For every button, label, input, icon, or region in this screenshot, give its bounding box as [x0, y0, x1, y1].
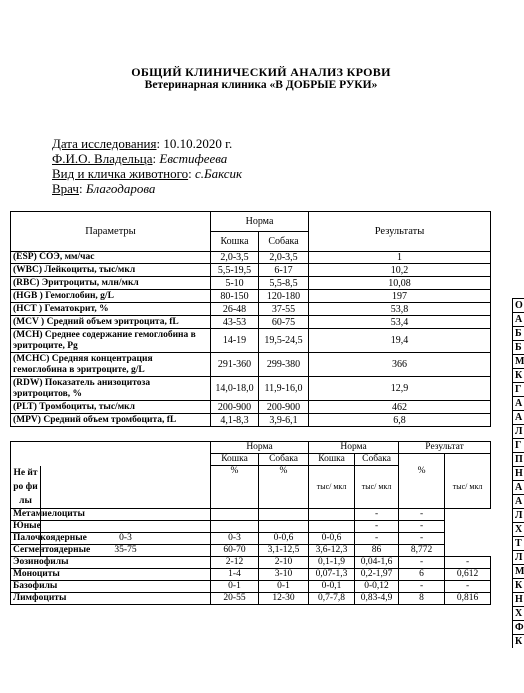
cell-r2: - — [445, 580, 491, 592]
cell-r1: 6 — [399, 568, 445, 580]
leukogram-table-body — [11, 508, 491, 604]
param-name: (ESP) СОЭ, мм/час — [11, 252, 211, 264]
cell-r2: - — [399, 520, 445, 532]
cell-c1: 2-12 — [211, 556, 259, 568]
param-name: (HCT ) Гематокрит, % — [11, 303, 211, 316]
cell-c4: 0,2-1,97 — [355, 568, 399, 580]
param-name: (RDW) Показатель анизоцитоза эритроцитов, % — [11, 377, 211, 401]
dog-header: Собака — [259, 232, 309, 252]
cell-c3 — [259, 520, 309, 532]
result-value: 19,4 — [309, 329, 491, 353]
dog-header: Собака — [355, 454, 399, 466]
result-value: 10,2 — [309, 264, 491, 277]
cell-c3: 3,1-12,5 — [259, 544, 309, 556]
doctor-value: Благодарова — [85, 181, 156, 196]
cat-norm: 80-150 — [211, 290, 259, 303]
dog-norm: 19,5-24,5 — [259, 329, 309, 353]
owner-value: Евстифеева — [159, 151, 228, 166]
date-value: : 10.10.2020 г. — [156, 136, 233, 151]
edge-letter: Г — [512, 382, 524, 396]
cell-c4: 0,04-1,6 — [355, 556, 399, 568]
clinic-subtitle: Ветеринарная клиника «В ДОБРЫЕ РУКИ» — [144, 79, 378, 91]
cell-name: Эозинофилы — [11, 556, 211, 568]
table-row — [11, 556, 491, 568]
cell-c2: 3-10 — [259, 568, 309, 580]
cell-c3: 0-0,1 — [309, 580, 355, 592]
cell-name: Лимфоциты — [11, 592, 211, 604]
result-value: 1 — [309, 252, 491, 264]
cell-r2: 8,772 — [399, 544, 445, 556]
table-row — [11, 544, 491, 556]
leukogram-table — [10, 441, 491, 605]
cat-norm: 4,1-8,3 — [211, 414, 259, 427]
cell-c1 — [41, 520, 211, 532]
dog-norm: 6-17 — [259, 264, 309, 277]
cell-r1: 8 — [399, 592, 445, 604]
cell-c2: 2-10 — [259, 556, 309, 568]
dog-norm: 11,9-16,0 — [259, 377, 309, 401]
cat-norm: 5-10 — [211, 277, 259, 290]
params-header: Параметры — [11, 212, 211, 252]
results-table-body — [11, 252, 491, 427]
cell-c3: 0,7-7,8 — [309, 592, 355, 604]
dog-norm: 37-55 — [259, 303, 309, 316]
cat-header: Кошка — [211, 454, 259, 466]
param-name: (HGB ) Гемоглобин, g/L — [11, 290, 211, 303]
cell-r1: - — [399, 580, 445, 592]
table-row — [11, 532, 491, 544]
dog-norm: 120-180 — [259, 290, 309, 303]
dog-header: Собака — [259, 454, 309, 466]
param-name: (MPV) Средний объем тромбоцита, fL — [11, 414, 211, 427]
table-row — [11, 303, 491, 316]
edge-letter: Ф — [512, 620, 524, 634]
results-header: Результаты — [309, 212, 491, 252]
unit-header: тыс/ мкл — [445, 466, 491, 509]
table-row — [11, 520, 491, 532]
cat-norm: 26-48 — [211, 303, 259, 316]
cell-r1: - — [355, 532, 399, 544]
edge-letter: Л — [512, 508, 524, 522]
edge-letter: К — [512, 578, 524, 592]
document-title: ОБЩИЙ КЛИНИЧЕСКИЙ АНАЛИЗ КРОВИ — [131, 65, 391, 79]
edge-letter: Т — [512, 536, 524, 550]
cell-r1: 86 — [355, 544, 399, 556]
cell-c2: 0-1 — [259, 580, 309, 592]
param-name: (MCHC) Средняя концентрация гемоглобина в эритроците, g/L — [11, 353, 211, 377]
result-value: 6,8 — [309, 414, 491, 427]
table-row — [11, 353, 491, 377]
owner-label: Ф.И.О. Владельца — [52, 151, 153, 166]
norm-abs-header: Норма — [309, 442, 399, 454]
edge-letter: П — [512, 452, 524, 466]
cell-name: Палочкоядерные — [11, 532, 41, 544]
table-row — [11, 316, 491, 329]
param-name: (WBC) Лейкоциты, тыс/мкл — [11, 264, 211, 277]
edge-letter: Н — [512, 466, 524, 480]
doctor-label: Врач — [52, 181, 79, 196]
edge-letter: Х — [512, 522, 524, 536]
table-row — [11, 580, 491, 592]
param-name: (MCH) Среднее содержание гемоглобина в эритроците, Pg — [11, 329, 211, 353]
cat-norm: 5,5-19,5 — [211, 264, 259, 277]
animal-value: с.Баксик — [194, 166, 243, 181]
cell-r1: - — [355, 508, 399, 520]
edge-letter: А — [512, 410, 524, 424]
result-value: 366 — [309, 353, 491, 377]
edge-letter: А — [512, 396, 524, 410]
table-row — [11, 414, 491, 427]
edge-letter: Б — [512, 326, 524, 340]
cell-c2: 60-70 — [211, 544, 259, 556]
result-value: 462 — [309, 401, 491, 414]
result-value: 10,08 — [309, 277, 491, 290]
edge-letter: Н — [512, 592, 524, 606]
cat-norm: 14,0-18,0 — [211, 377, 259, 401]
table-row — [11, 592, 491, 604]
cat-norm: 291-360 — [211, 353, 259, 377]
table-row — [11, 264, 491, 277]
result-header: Результат — [399, 442, 491, 454]
pct-header: % — [211, 466, 259, 509]
animal-line: Вид и кличка животного: с.Баксик — [52, 166, 243, 181]
edge-letter: А — [512, 312, 524, 326]
table-row — [11, 508, 491, 520]
result-value: 12,9 — [309, 377, 491, 401]
pct-header: % — [259, 466, 309, 509]
cell-c2: 0-3 — [211, 532, 259, 544]
dog-norm: 299-380 — [259, 353, 309, 377]
dog-norm: 3,9-6,1 — [259, 414, 309, 427]
cell-c1: 0-3 — [41, 532, 211, 544]
edge-letter: К — [512, 634, 524, 648]
cat-header: Кошка — [309, 454, 355, 466]
owner-line: Ф.И.О. Владельца: Евстифеева — [52, 151, 228, 166]
edge-letter: А — [512, 494, 524, 508]
result-value: 53,4 — [309, 316, 491, 329]
adjacent-page-edge — [512, 298, 524, 648]
animal-label: Вид и кличка животного — [52, 166, 189, 181]
cat-norm: 2,0-3,5 — [211, 252, 259, 264]
cat-norm: 200-900 — [211, 401, 259, 414]
cell-c1: 0-1 — [211, 580, 259, 592]
result-value: 53,8 — [309, 303, 491, 316]
edge-letter: А — [512, 480, 524, 494]
cell-c3: 0,1-1,9 — [309, 556, 355, 568]
cell-r2: - — [399, 508, 445, 520]
pct-header: % — [399, 466, 445, 509]
cell-c4 — [309, 520, 355, 532]
table-row — [11, 252, 491, 264]
neutrophils-label: Не йт ро фи лы — [11, 466, 41, 509]
cell-name: Сегментоядерные — [11, 544, 41, 556]
edge-letter: Б — [512, 340, 524, 354]
edge-letter: Л — [512, 550, 524, 564]
cat-norm: 14-19 — [211, 329, 259, 353]
date-line — [52, 136, 232, 151]
cell-c4: 0,83-4,9 — [355, 592, 399, 604]
cell-name: Базофилы — [11, 580, 211, 592]
table-row — [11, 277, 491, 290]
cat-header: Кошка — [211, 232, 259, 252]
param-name: (RBC) Эритроциты, млн/мкл — [11, 277, 211, 290]
table-row — [11, 401, 491, 414]
dog-norm: 60-75 — [259, 316, 309, 329]
cell-name: Метамиелоциты — [11, 508, 41, 520]
cell-c1: 20-55 — [211, 592, 259, 604]
cat-norm: 43-53 — [211, 316, 259, 329]
param-name: (MCV ) Средний объем эритроцита, fL — [11, 316, 211, 329]
edge-letter: М — [512, 354, 524, 368]
cell-c2 — [211, 520, 259, 532]
cell-c3: 0,07-1,3 — [309, 568, 355, 580]
cell-r1: - — [355, 520, 399, 532]
doctor-line: Врач: Благодарова — [52, 181, 156, 196]
date-label: Дата исследования — [52, 136, 157, 151]
dog-norm: 5,5-8,5 — [259, 277, 309, 290]
param-name: (PLT) Тромбоциты, тыс/мкл — [11, 401, 211, 414]
cell-c2 — [211, 508, 259, 520]
cell-r2: - — [445, 556, 491, 568]
edge-letter: Х — [512, 606, 524, 620]
table-row — [11, 290, 491, 303]
cell-name: Юные — [11, 520, 41, 532]
edge-letter: К — [512, 368, 524, 382]
cell-c4: 0-0,12 — [355, 580, 399, 592]
results-table — [10, 211, 491, 427]
cell-c4: 0-0,6 — [309, 532, 355, 544]
cell-r2: - — [399, 532, 445, 544]
unit-header: тыс/ мкл — [355, 466, 399, 509]
edge-letter: М — [512, 564, 524, 578]
cell-c2: 12-30 — [259, 592, 309, 604]
dog-norm: 2,0-3,5 — [259, 252, 309, 264]
edge-letter: О — [512, 298, 524, 312]
table-row — [11, 568, 491, 580]
dog-norm: 200-900 — [259, 401, 309, 414]
edge-letter: Г — [512, 438, 524, 452]
edge-letter: Л — [512, 424, 524, 438]
cell-c1: 1-4 — [211, 568, 259, 580]
cell-c4: 3,6-12,3 — [309, 544, 355, 556]
table-row — [11, 329, 491, 353]
cell-c3 — [259, 508, 309, 520]
cell-c1: 35-75 — [41, 544, 211, 556]
cell-r2: 0,612 — [445, 568, 491, 580]
norm-header: Норма — [211, 212, 309, 232]
cell-r2: 0,816 — [445, 592, 491, 604]
cell-r1: - — [399, 556, 445, 568]
cell-c4 — [309, 508, 355, 520]
result-value: 197 — [309, 290, 491, 303]
cell-name: Моноциты — [11, 568, 211, 580]
unit-header: тыс/ мкл — [309, 466, 355, 509]
norm-pct-header: Норма — [211, 442, 309, 454]
table-row — [11, 377, 491, 401]
cell-c3: 0-0,6 — [259, 532, 309, 544]
